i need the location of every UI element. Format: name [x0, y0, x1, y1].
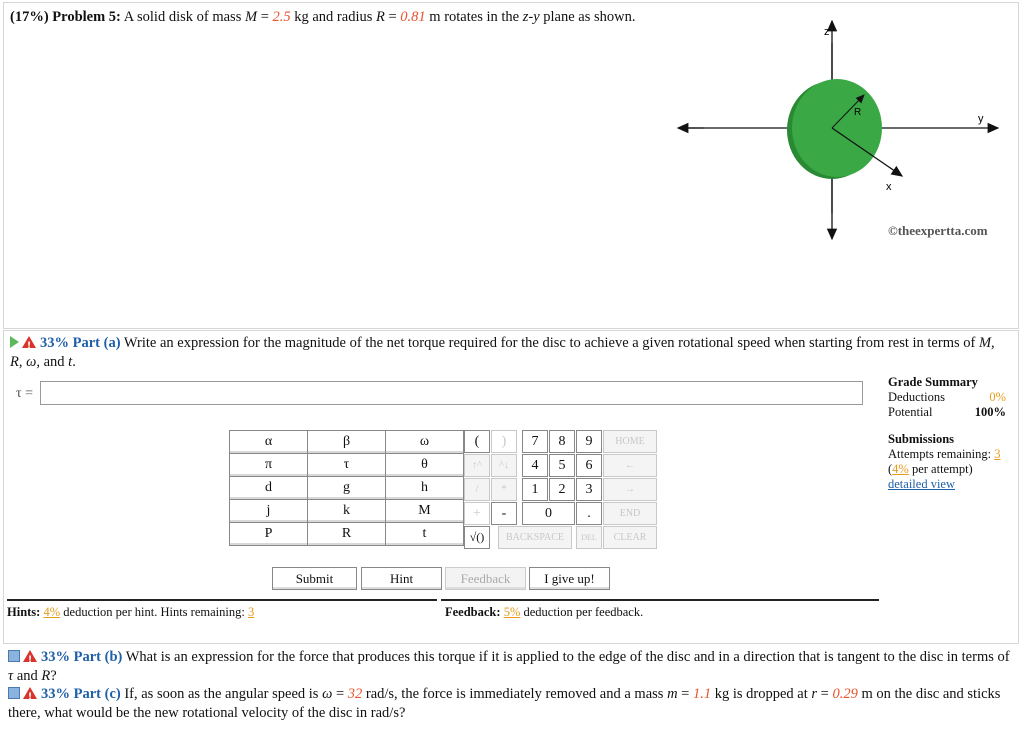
mass-value: 2.5: [272, 9, 291, 25]
submissions-title: Submissions: [888, 432, 955, 446]
key-slash[interactable]: /: [464, 478, 490, 501]
problem-text-1: A solid disk of mass: [123, 9, 245, 25]
expand-icon[interactable]: [10, 336, 19, 348]
part-c-text-3: kg is dropped at: [711, 686, 812, 702]
feedback-pct: 5%: [503, 605, 521, 619]
part-a-text-3: .: [72, 354, 76, 370]
part-b-R: R: [41, 668, 51, 684]
key-dot[interactable]: .: [576, 502, 602, 525]
problem-label: Problem 5:: [52, 9, 121, 25]
hints-remaining: 3: [247, 605, 255, 619]
deductions-label: Deductions: [888, 390, 945, 404]
tau-label: τ =: [16, 386, 34, 401]
key-P[interactable]: P: [230, 523, 308, 546]
part-a-title: 33% Part (a): [40, 335, 121, 351]
answer-input[interactable]: [40, 381, 863, 405]
key-8[interactable]: 8: [549, 430, 575, 453]
warning-icon: [22, 336, 36, 348]
attempts-label: Attempts remaining:: [888, 447, 995, 461]
part-a-text-2: and: [39, 354, 69, 370]
key-down-caret[interactable]: ^↓: [491, 454, 517, 477]
feedback-text: deduction per feedback.: [520, 605, 644, 619]
part-c-r: r: [811, 686, 818, 702]
feedback-button[interactable]: Feedback: [445, 567, 526, 590]
key-tau[interactable]: τ: [308, 454, 386, 477]
document-icon: [8, 687, 20, 699]
part-c-text-4: m on the disc and sticks there, what would be the new rotational velocity of the disc in rad/s?: [8, 686, 1001, 721]
key-5[interactable]: 5: [549, 454, 575, 477]
radius-variable: R: [376, 9, 385, 25]
hints-label: Hints:: [7, 605, 41, 619]
part-c-m-val: 1.1: [692, 686, 712, 702]
part-a-text-1: Write an expression for the magnitude of the net torque required for the disc to achieve a given rotational speed when starting from rest in terms of: [123, 335, 979, 351]
problem-text-3: m rotates in the: [425, 9, 523, 25]
plane-label: z-y: [522, 9, 540, 25]
key-clear[interactable]: CLEAR: [603, 526, 657, 549]
key-j[interactable]: j: [230, 500, 308, 523]
key-1[interactable]: 1: [522, 478, 548, 501]
feedback-bar: [441, 599, 879, 625]
per-attempt-text: per attempt): [908, 462, 973, 476]
potential-value: 100%: [974, 405, 1006, 419]
key-sqrt[interactable]: √(): [464, 526, 490, 549]
key-backspace[interactable]: BACKSPACE: [498, 526, 572, 549]
r-label: R: [854, 107, 862, 118]
key-R[interactable]: R: [308, 523, 386, 546]
part-b[interactable]: [8, 648, 1016, 686]
key-g[interactable]: g: [308, 477, 386, 500]
part-c-omega-val: 32: [347, 686, 363, 702]
part-c[interactable]: [8, 685, 1016, 723]
key-close-paren[interactable]: ): [491, 430, 517, 453]
key-9[interactable]: 9: [576, 430, 602, 453]
hint-button[interactable]: Hint: [361, 567, 442, 590]
key-4[interactable]: 4: [522, 454, 548, 477]
key-0[interactable]: 0: [522, 502, 575, 525]
y-label: y: [978, 113, 984, 125]
hints-pct: 4%: [43, 605, 61, 619]
key-6[interactable]: 6: [576, 454, 602, 477]
give-up-button[interactable]: I give up!: [529, 567, 610, 590]
radius-value: 0.81: [400, 9, 426, 25]
grade-summary: [888, 375, 1006, 492]
document-icon: [8, 650, 20, 662]
part-b-end: ?: [50, 668, 57, 684]
part-a-question: [10, 334, 1010, 372]
key-7[interactable]: 7: [522, 430, 548, 453]
part-c-text-2: rad/s, the force is immediately removed and a mass: [362, 686, 668, 702]
disk: [792, 79, 882, 177]
part-c-title: 33% Part (c): [41, 686, 121, 702]
key-right-arrow[interactable]: →: [603, 478, 657, 501]
part-b-text: What is an expression for the force that produces this torque if it is applied to the edge of the disc and in a direction that is tangent to the disc in terms of: [125, 649, 1010, 665]
part-a-panel: [3, 330, 1019, 644]
hints-text: deduction per hint. Hints remaining:: [60, 605, 248, 619]
key-2[interactable]: 2: [549, 478, 575, 501]
key-left-arrow[interactable]: ←: [603, 454, 657, 477]
part-c-omega: ω: [322, 686, 333, 702]
key-end[interactable]: END: [603, 502, 657, 525]
z-label: z: [824, 26, 830, 38]
variable-keypad: [229, 430, 464, 546]
part-c-eq-1: =: [332, 686, 348, 702]
part-c-r-val: 0.29: [832, 686, 858, 702]
mass-variable: M: [244, 9, 258, 25]
x-label: x: [886, 181, 892, 193]
key-beta[interactable]: β: [308, 431, 386, 454]
part-a-var-t: t: [68, 354, 73, 370]
warning-icon: [23, 650, 37, 662]
problem-panel: [3, 2, 1019, 329]
key-plus[interactable]: +: [464, 502, 490, 525]
part-c-eq-2: =: [677, 686, 693, 702]
part-b-title: 33% Part (b): [41, 649, 123, 665]
key-d[interactable]: d: [230, 477, 308, 500]
detailed-view-link[interactable]: detailed view: [888, 477, 955, 491]
attempts-value: 3: [994, 447, 1001, 461]
deductions-value: 0%: [989, 390, 1006, 404]
key-minus[interactable]: -: [491, 502, 517, 525]
problem-percent: (17%): [10, 9, 49, 25]
copyright: ©theexpertta.com: [888, 223, 988, 238]
grade-summary-title: Grade Summary: [888, 375, 978, 389]
part-c-eq-3: =: [817, 686, 833, 702]
key-up-caret[interactable]: ↑^: [464, 454, 490, 477]
part-c-m: m: [667, 686, 678, 702]
key-theta[interactable]: θ: [386, 454, 464, 477]
potential-label: Potential: [888, 405, 933, 419]
key-open-paren[interactable]: (: [464, 430, 490, 453]
part-a-vars: M, R, ω,: [10, 335, 995, 370]
equals-1: =: [257, 9, 273, 25]
per-attempt-pct: 4%: [892, 462, 909, 476]
key-3[interactable]: 3: [576, 478, 602, 501]
problem-text-2: kg and radius: [290, 9, 376, 25]
key-M[interactable]: M: [386, 500, 464, 523]
key-pi[interactable]: π: [230, 454, 308, 477]
key-home[interactable]: HOME: [603, 430, 657, 453]
key-del[interactable]: DEL: [576, 526, 602, 549]
open-paren: (: [888, 462, 893, 476]
key-omega[interactable]: ω: [386, 431, 464, 454]
disk-diagram: [664, 13, 1014, 243]
key-alpha[interactable]: α: [230, 431, 308, 454]
part-b-and: and: [13, 668, 42, 684]
part-c-text-1: If, as soon as the angular speed is: [124, 686, 323, 702]
problem-statement: [10, 8, 660, 27]
part-b-tau: τ: [8, 668, 14, 684]
warning-icon: [23, 687, 37, 699]
equals-2: =: [384, 9, 401, 25]
problem-text-4: plane as shown.: [539, 9, 636, 25]
key-star[interactable]: *: [491, 478, 517, 501]
key-t[interactable]: t: [386, 523, 464, 546]
submit-button[interactable]: Submit: [272, 567, 357, 590]
feedback-label: Feedback:: [445, 605, 501, 619]
hints-bar: [7, 599, 437, 625]
key-h[interactable]: h: [386, 477, 464, 500]
key-k[interactable]: k: [308, 500, 386, 523]
